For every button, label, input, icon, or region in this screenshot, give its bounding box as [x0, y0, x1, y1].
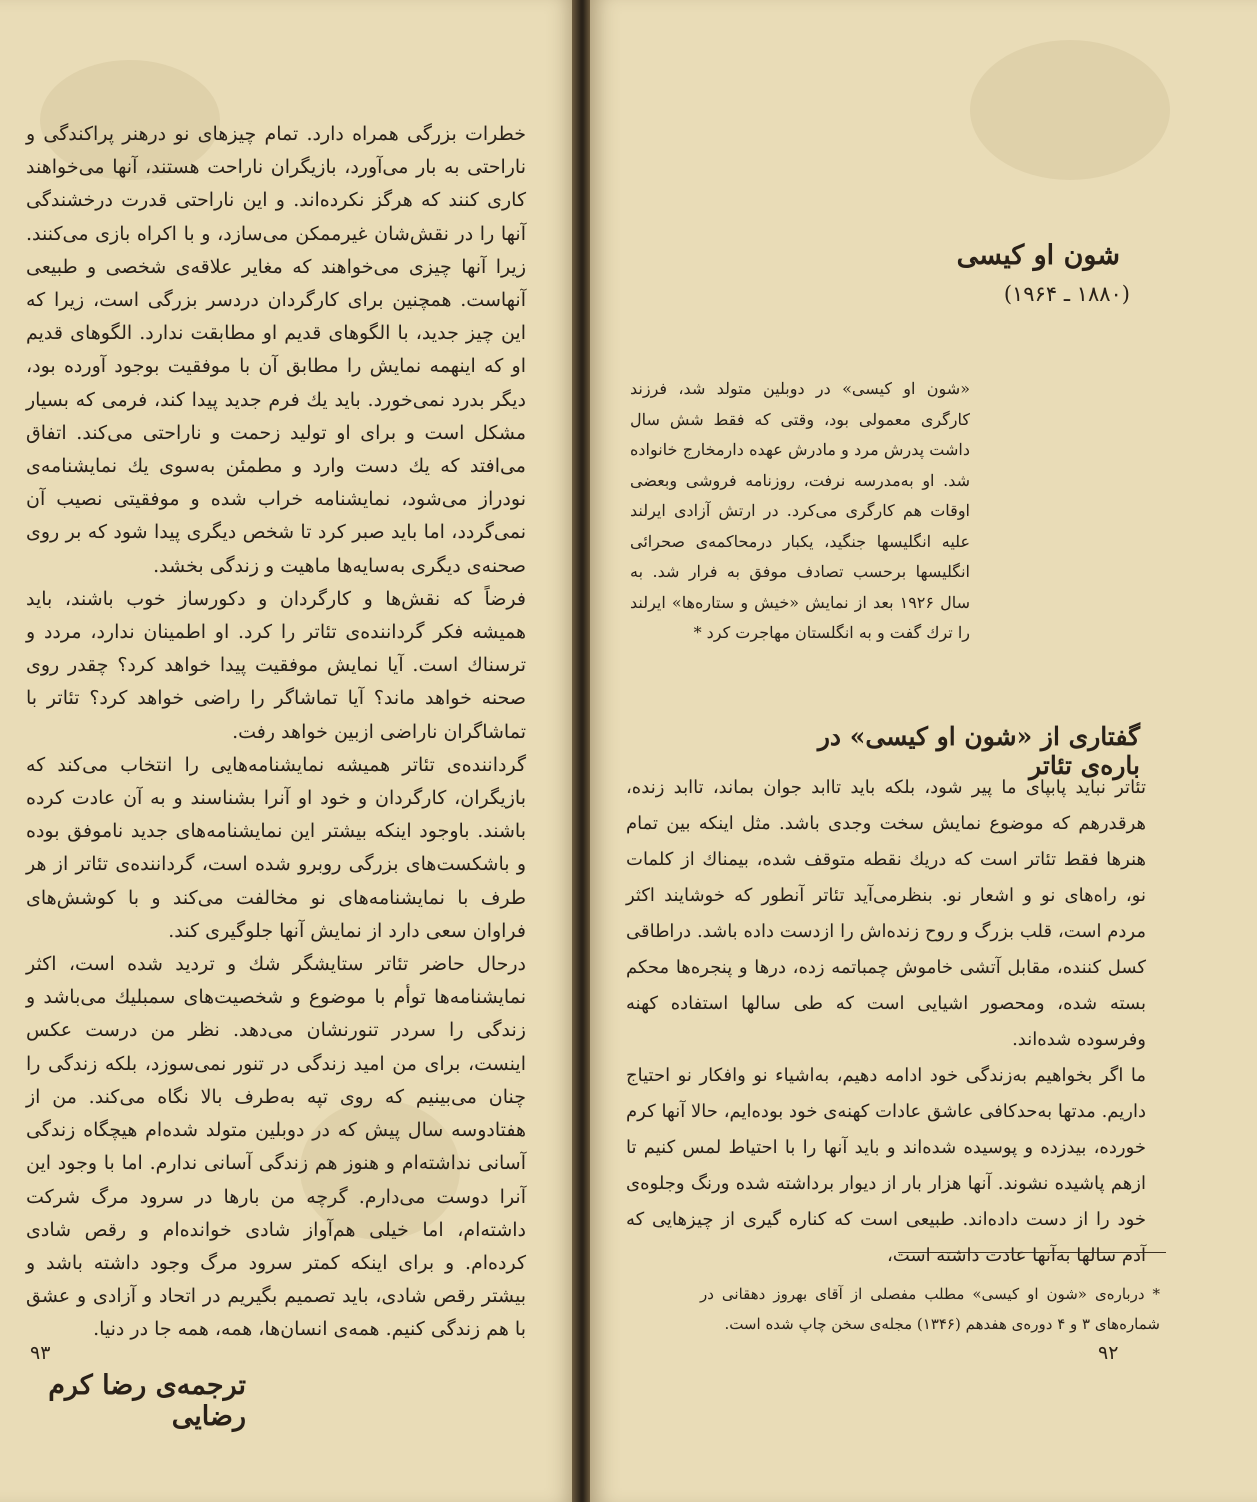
- left-page-body: [26, 118, 526, 1347]
- page-number: ۹۲: [1098, 1342, 1119, 1364]
- left-page: [0, 0, 576, 1502]
- translator-credit: ترجمه‌ی رضا کرم رضایی: [48, 1370, 246, 1432]
- page-number: ۹۳: [30, 1342, 51, 1364]
- book-gutter: [572, 0, 592, 1502]
- author-dates: (۱۸۸۰ ـ ۱۹۶۴): [1003, 282, 1130, 306]
- paragraph: فرضاً که نقش‌ها و کارگردان و دکورساز خوب باشند، باید همیشه فکر گرداننده‌ی تئاتر را کرد. او اطمینان ندارد، مردد و ترسناك است. آیا نمایش موفقیت پیدا خواهد کرد؟ چقدر روی صحنه خواهد ماند؟ آیا تماشاگر را راضی خواهد کرد؟ تئاتر با تماشاگران ناراضی ازبین خواهد رفت.: [26, 587, 526, 743]
- paragraph: ما اگر بخواهیم به‌زندگی خود ادامه دهیم، به‌اشیاء نو وافکار نو احتیاج داریم. مدتها به‌حدکافی عاشق عادات کهنه‌ی خود بوده‌ایم، حالا آنها کرم خورده، بیدزده و پوسیده شده‌اند و باید آنها را با احتیاط لمس کنیم تا ازهم پاشیده نشوند. آنها هزار بار از دیوار برداشته شده ورنگ وجلوه‌ی خود را از دست داده‌اند. طبیعی است که کناره گیری از چیزهایی که آدم سالها به‌آنها عادت داشته است،: [626, 1065, 1146, 1266]
- author-biography: «شون او کیسی» در دوبلین متولد شد، فرزند کارگری معمولی بود، وقتی که فقط شش سال داشت پدرش مرد و مادرش عهده دارمخارج خانواده شد. او به‌مدرسه نرفت، روزنامه فروشی وبعضی اوقات هم کارگری می‌کرد. در ارتش آزادی ایرلند علیه انگلیسها جنگید، یکبار درمحاکمه‌ی صحرائی انگلیسها برحسب تصادف موفق به فرار شد. به سال ۱۹۲۶ بعد از نمایش «خیش و ستاره‌ها» ایرلند را ترك گفت و به انگلستان مهاجرت کرد *: [630, 379, 970, 642]
- footnote-rule: [898, 1252, 1166, 1253]
- section-title: گفتاری از «شون او کیسی» در باره‌ی تئاتر: [817, 722, 1140, 780]
- paragraph: گرداننده‌ی تئاتر همیشه نمایشنامه‌هایی را انتخاب می‌کند که بازیگران، کارگردان و خود او آنرا بشناسند و به آن عادت کرده باشند. باوجود اینکه بیشتر این نمایشنامه‌های جدید ناموفق بوده و باشکست‌های بزرگی روبرو شده است، گرداننده‌ی تئاتر از هر طرف با نمایشنامه‌های نو مخالفت می‌کند و با کوشش‌های فراوان سعی دارد از نمایش آنها جلوگیری کند.: [26, 753, 526, 942]
- paragraph: خطرات بزرگی همراه دارد. تمام چیزهای نو درهنر پراکندگی و ناراحتی به بار می‌آورد، بازیگران ناراحت هستند، آنها می‌خواهند کاری کنند که هرگز نکرده‌اند. و این ناراحتی قدرت درخشندگی آنها را در نقش‌شان غیرممکن می‌سازد، و با اکراه بازی می‌کنند. زیرا آنها چیزی می‌خواهند که مغایر علاقه‌ی شخصی و طبیعی آنهاست. همچنین برای کارگردان دردسر بزرگی است، زیرا که این چیز جدید، با الگوهای قدیم او مطابقت ندارد. الگوهای قدیم او که اینهمه نمایش را مطابق آن با موفقیت بوجود آورده بود، دیگر بدرد نمی‌خورد. باید یك فرم جدید پیدا کند، فرمی که بسیار مشکل است و برای او تولید زحمت و ناراحتی می‌کند. اتفاق می‌افتد که یك دست وارد و مطمئن به‌سوی یك نمایشنامه‌ی نودراز می‌شود، نمایشنامه خراب شده و موفقیتی نصیب آن نمی‌گردد، اما باید صبر کرد تا شخص دیگری پیدا شود که بر روی صحنه‌ی دیگری به‌سایه‌ها ماهیت و زندگی بخشد.: [26, 123, 526, 577]
- right-page: [590, 0, 1257, 1502]
- right-page-body: [626, 770, 1146, 1274]
- paragraph: تئاتر نباید پابپای ما پیر شود، بلکه باید تاابد جوان بماند، تاابد زنده، هرقدرهم که موضوع نمایش سخت وجدی باشد. مثل اینکه بین تمام هنرها فقط تئاتر است که دریك نقطه متوقف شده، بیمناك از کلمات نو، راه‌های نو و اشعار نو. بنظرمی‌آید تئاتر آنطور که خوشایند اکثر مردم است، قلب بزرگ و روح زنده‌اش را ازدست داده باشد. دراطاقی کسل کننده، مقابل آتشی خاموش چمباتمه زده، درها و پنجره‌ها محکم بسته شده، ومحصور اشیایی است که طی سالها استفاده کهنه وفرسوده شده‌اند.: [626, 777, 1146, 1050]
- footnote: * درباره‌ی «شون او کیسی» مطلب مفصلی از آقای بهروز دهقانی در شماره‌های ۳ و ۴ دوره‌ی هفدهم (۱۳۴۶) مجله‌ی سخن چاپ شده است.: [700, 1285, 1160, 1333]
- author-name: شون او کیسی: [956, 240, 1120, 271]
- paragraph: درحال حاضر تئاتر ستایشگر شك و تردید شده است، اکثر نمایشنامه‌ها توأم با موضوع و شخصیت‌های سمبلیك می‌باشد و زندگی را سردر تنورنشان می‌دهد. نظر من درست عکس اینست، برای من امید زندگی در تنور نمی‌سوزد، بلکه زندگی را چنان می‌بینیم که روی تپه به‌طرف بالا نگاه می‌کند. من از هفتادوسه سال پیش که در دوبلین متولد شده‌ام هیچگاه زندگی آسانی نداشته‌ام و هنوز هم زندگی آسانی ندارم. اما با وجود این آنرا دوست می‌دارم. گرچه من بارها در سرود مرگ شرکت داشته‌ام، اما خیلی هم‌آواز شادی خوانده‌ام و رقص شادی کرده‌ام. و برای اینکه کمتر سرود مرگ وجود داشته باشد و بیشتر رقص شادی، باید تصمیم بگیریم در اتحاد و آزادی و عشق با هم زندگی کنیم. همه‌ی انسان‌ها، همه، همه جا در دنیا.: [26, 953, 526, 1341]
- paper-stain: [970, 40, 1170, 180]
